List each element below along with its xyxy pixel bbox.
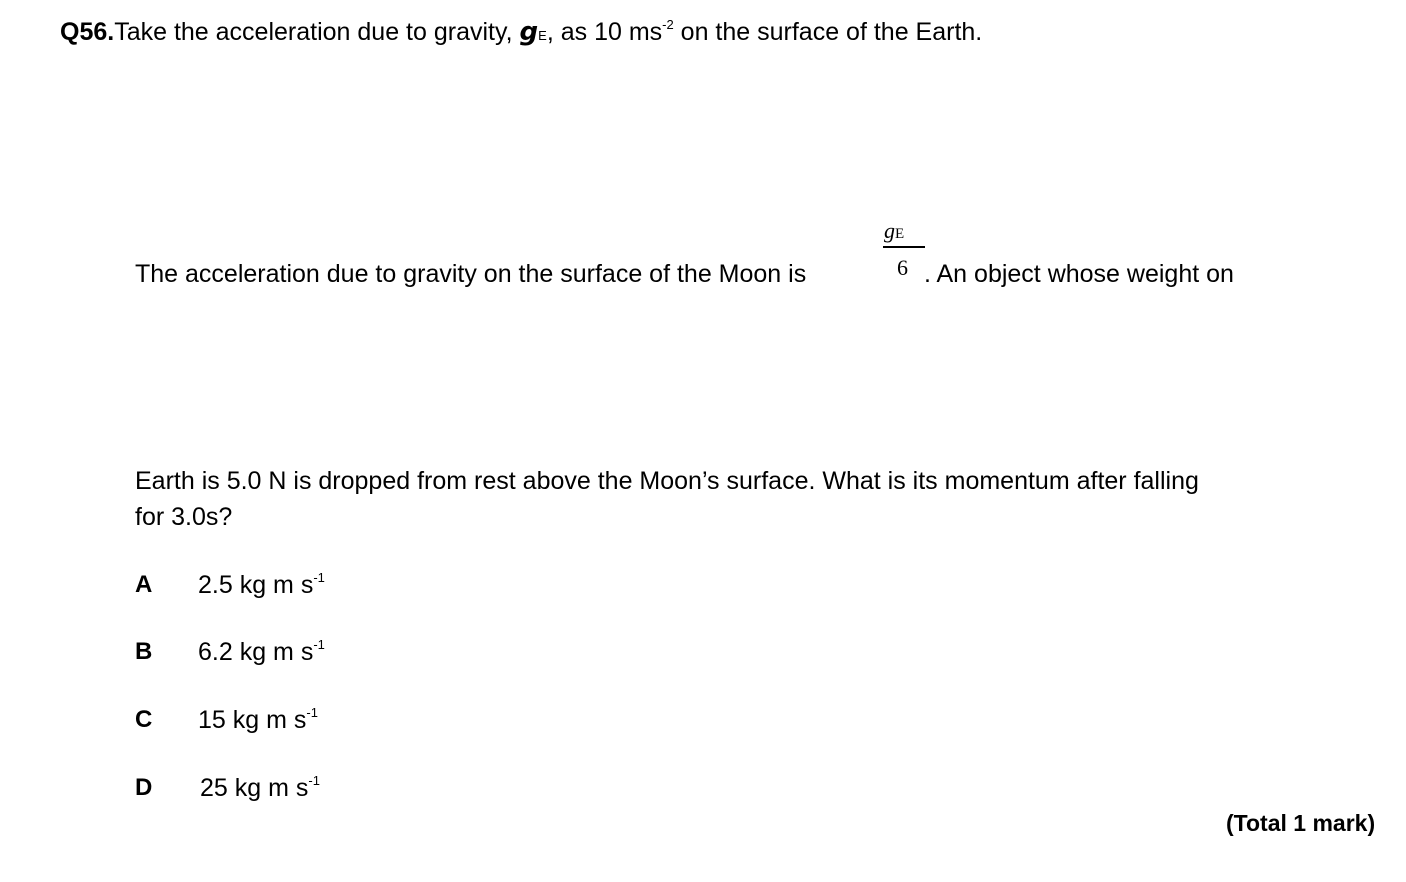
total-marks: (Total 1 mark) [1226, 810, 1376, 836]
option-d [200, 773, 320, 803]
g-symbol: g [519, 17, 539, 47]
option-c-letter: C [135, 706, 153, 733]
question-text-3: on the surface of the Earth. [673, 18, 983, 46]
option-a [198, 570, 325, 600]
question-number: Q56. [60, 18, 115, 46]
fraction-bar [883, 246, 925, 248]
option-b-letter: B [135, 638, 153, 665]
option-d-value: 25 kg m s [200, 774, 309, 802]
option-d-letter: D [135, 774, 153, 801]
option-c-value: 15 kg m s [198, 706, 307, 734]
option-a-letter: A [135, 571, 153, 598]
question-body: Earth is 5.0 N is dropped from rest above the Moon’s surface. What is its momentum after falling [135, 467, 1199, 495]
question-intro [60, 17, 982, 51]
option-c-exponent: -1 [306, 704, 318, 720]
fraction-g-subscript: E [895, 226, 905, 242]
fraction-denominator: 6 [897, 255, 908, 280]
exponent: -2 [662, 16, 674, 32]
option-c [198, 705, 318, 735]
object-weight-text: . An object whose weight on [924, 260, 1234, 288]
option-a-exponent: -1 [313, 569, 325, 585]
option-b [198, 637, 325, 667]
question-text-1: Take the acceleration due to gravity, [114, 18, 520, 46]
option-a-value: 2.5 kg m s [198, 571, 314, 599]
question-end: for 3.0s? [135, 503, 233, 531]
option-d-exponent: -1 [308, 772, 320, 788]
g-subscript: E [538, 28, 547, 43]
question-text-2: , as 10 ms [546, 18, 663, 46]
option-b-value: 6.2 kg m s [198, 638, 314, 666]
fraction-g-symbol: g [884, 218, 895, 243]
moon-gravity-text: The acceleration due to gravity on the surface of the Moon is [135, 260, 807, 288]
fraction-numerator [884, 219, 904, 246]
option-b-exponent: -1 [313, 636, 325, 652]
